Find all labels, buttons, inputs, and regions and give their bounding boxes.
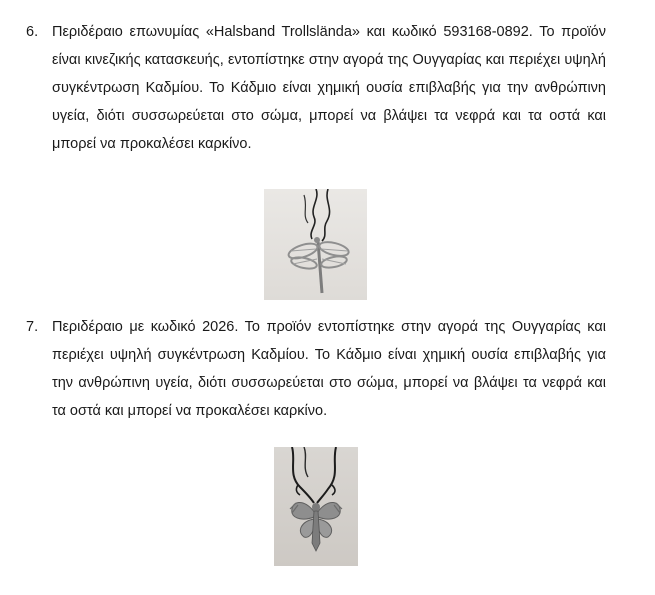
item-description: Περιδέραιο επωνυμίας «Halsband Trollslända» και κωδικό 593168-0892. Το προϊόν είναι κινεζικής κατασκευής, εντοπίστηκε στην αγορά της Ουγγαρίας και περιέχει υψηλή συγκέντρωση Καδμίου. Το Κάδμιο είναι χημική ουσία επιβλαβής για την ανθρώπινη υγεία, διότι συσσωρεύεται στο σώμα, μπορεί να βλάψει τα νεφρά και τα οστά και μπορεί να προκαλέσει καρκίνο.: [52, 24, 606, 152]
item-number: 7.: [26, 319, 39, 335]
list-item-6: [26, 18, 606, 158]
dragonfly-pendant-icon: [264, 189, 367, 300]
dragonfly-necklace-photo: [264, 189, 367, 300]
item-number: 6.: [26, 24, 39, 40]
item-description: Περιδέραιο με κωδικό 2026. Το προϊόν εντοπίστηκε στην αγορά της Ουγγαρίας και περιέχει υψηλή συγκέντρωση Καδμίου. Το Κάδμιο είναι χημική ουσία επιβλαβής για την ανθρώπινη υγεία, διότι συσσωρεύεται στο σώμα, μπορεί να βλάψει τα νεφρά και τα οστά και μπορεί να προκαλέσει καρκίνο.: [52, 319, 606, 419]
fairy-pendant-icon: [274, 447, 358, 566]
fairy-necklace-photo: [274, 447, 358, 566]
list-item-7: [26, 313, 606, 425]
